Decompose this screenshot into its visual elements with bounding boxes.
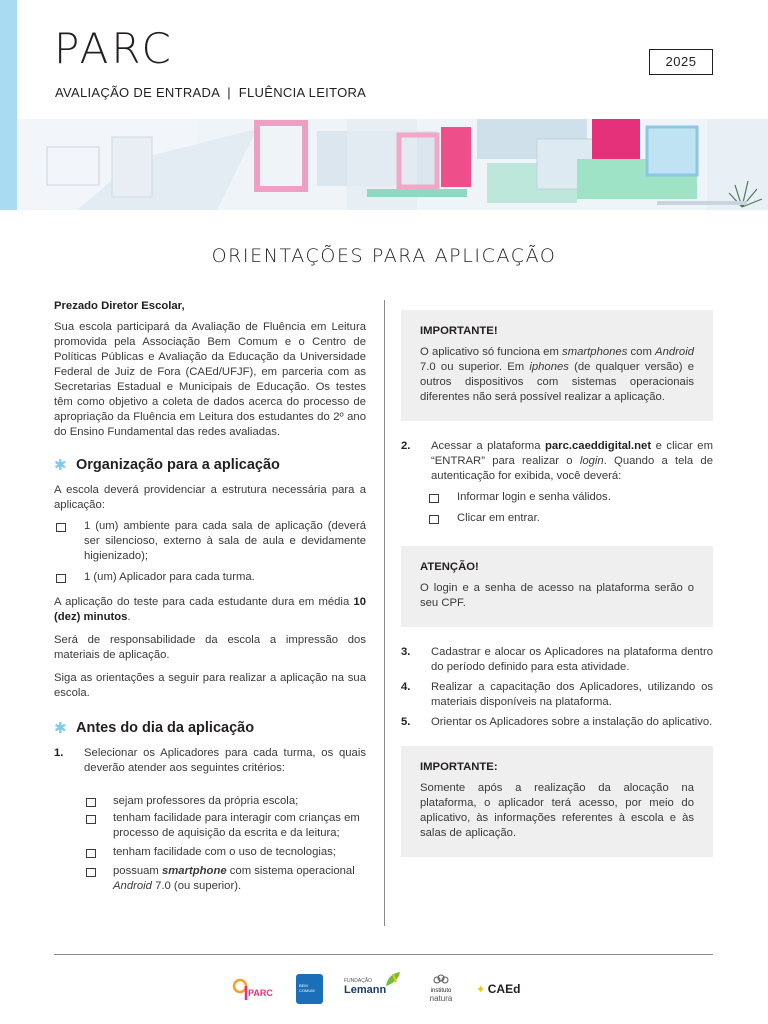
print-paragraph: Será de responsabilidade da escola a impressão dos materiais de aplicação. (54, 634, 366, 661)
left-column (54, 299, 366, 898)
duration-paragraph (54, 595, 366, 625)
caed-star-icon: ✦ (476, 984, 486, 996)
lemann-logo-small: FUNDAÇÃO (344, 978, 373, 984)
list-item-text: tenham facilidade para interagir com crianças em processo de aquisição da escrita e da leitura; (113, 812, 360, 839)
list-item (84, 864, 366, 894)
checkbox-icon (56, 574, 66, 583)
section-heading-label: Antes do dia da aplicação (76, 720, 255, 736)
bem-comum-logo (296, 974, 323, 1004)
asterisk-icon: ✱ (54, 457, 67, 474)
parc-logo-text: PARC (248, 988, 273, 998)
step-number: 4. (401, 681, 411, 693)
list-item-text: Clicar em entrar. (457, 512, 540, 524)
step-text: Orientar os Aplicadores sobre a instalação do aplicativo. (431, 716, 713, 728)
list-item-text: tenham facilidade com o uso de tecnologias; (113, 846, 336, 858)
step-item (401, 715, 713, 730)
list-item (427, 511, 713, 526)
list-item (427, 490, 713, 505)
lemann-logo (344, 978, 386, 996)
note-box-importante (401, 310, 713, 421)
checkbox-icon (86, 798, 96, 807)
duration-text: A aplicação do teste para cada estudante dura em média (54, 596, 354, 608)
note-title: IMPORTANTE: (420, 761, 498, 773)
list-item-text: 1 (um) ambiente para cada sala de aplicação (deverá ser silencioso, externo à sala de aula e devidamente higienizado); (84, 520, 366, 562)
natura-logo-small: instituto (430, 988, 452, 994)
step-number: 2. (401, 440, 411, 452)
parc-logo (232, 976, 276, 1006)
step-number: 5. (401, 716, 411, 728)
step-text: Cadastrar e alocar os Aplicadores na plataforma dentro do período definido para esta atividade. (431, 646, 713, 673)
step-item (54, 746, 366, 776)
checkbox-icon (429, 494, 439, 503)
natura-logo-text: natura (429, 994, 453, 1003)
page-title: ORIENTAÇÕES PARA APLICAÇÃO (211, 245, 557, 267)
natura-flower-icon (431, 974, 451, 986)
list-item (84, 811, 366, 841)
note-box-atencao (401, 546, 713, 627)
list-item (84, 845, 366, 860)
header-illustration (17, 119, 768, 210)
text-fragment: e clicar em “ENTRAR” para realizar o (431, 440, 713, 467)
section-heading-organizacao (54, 458, 366, 473)
asterisk-icon: ✱ (54, 720, 67, 737)
text-fragment: (de qualquer versão) e outros dispositivos com sistemas operacionais diferentes não será possível realizar a aplicação. (420, 361, 694, 403)
text-emphasis: Android (113, 880, 152, 892)
section-heading-antes (54, 721, 366, 736)
brand-title: PARC (54, 24, 174, 73)
header-subtitle: AVALIAÇÃO DE ENTRADA | FLUÊNCIA LEITORA (55, 85, 367, 100)
bem-comum-logo-text: BEM COMUM (299, 983, 315, 993)
text-fragment: com (627, 346, 656, 358)
text-fragment: com sistema operacional (226, 865, 355, 877)
text-emphasis: smartphones (562, 346, 628, 358)
intro-paragraph: Sua escola participará da Avaliação de Fluência em Leitura promovida pela Associação Bem Comum e o Centro de Políticas Públicas e Avaliação da Educação da Universidade Federal de Juiz de Fora (CAEd/UFJF), em parceria com as Secretarias Estadual e Municipais de Educação. Os testes têm como objetivo a coleta de dados acerca do processo de apropriação da Fluência em Leitura dos estudantes do 2º ano do Ensino Fundamental das redes avaliadas. (54, 321, 366, 438)
note-text (420, 345, 694, 405)
list-item-text: sejam professores da própria escola; (113, 795, 299, 807)
list-item (84, 794, 366, 809)
list-item-text: 1 (um) Aplicador para cada turma. (84, 571, 255, 583)
step-text: Selecionar os Aplicadores para cada turma, os quais deverão atender aos seguintes critérios: (84, 747, 366, 774)
follow-paragraph: Siga as orientações a seguir para realizar a aplicação na sua escola. (54, 672, 366, 699)
note-title: IMPORTANTE! (420, 325, 498, 337)
note-text: Somente após a realização da alocação na plataforma, o aplicador terá acesso, por meio do aplicativo, às informações referentes à escola e às salas de aplicação. (420, 782, 694, 839)
steps-list (401, 645, 713, 730)
step-item (401, 645, 713, 675)
caed-logo (476, 982, 520, 996)
text-emphasis: iphones (529, 361, 569, 373)
caed-logo-text: CAEd (487, 982, 521, 996)
step-number: 1. (54, 747, 64, 759)
year-badge: 2025 (649, 49, 713, 75)
natura-logo (425, 974, 457, 1003)
step2-sublist (427, 490, 713, 526)
lemann-leaf-icon (384, 970, 402, 988)
text-fragment: 7.0 (ou superior). (151, 880, 242, 892)
text-emphasis: login (579, 455, 604, 467)
step-number: 3. (401, 646, 411, 658)
duration-end: . (127, 611, 131, 623)
section1-intro: A escola deverá providenciar a estrutura necessária para a aplicação: (54, 484, 366, 511)
checkbox-icon (429, 515, 439, 524)
text-fragment: Acessar a plataforma (431, 440, 545, 452)
text-fragment: O aplicativo só funciona em (420, 346, 563, 358)
lemann-logo-text: Lemann (344, 984, 387, 996)
criteria-list (84, 794, 366, 894)
note-text: O login e a senha de acesso na plataforma serão o seu CPF. (420, 582, 694, 609)
footer-logos (230, 972, 540, 1008)
step-item (401, 439, 713, 484)
column-divider (384, 300, 385, 926)
platform-link[interactable]: parc.caeddigital.net (545, 440, 652, 452)
list-item-text: Informar login e senha válidos. (457, 491, 611, 503)
text-emphasis: smartphone (161, 865, 227, 877)
list-item (54, 570, 366, 585)
note-box-importante-2 (401, 746, 713, 857)
list-item (54, 519, 366, 564)
footer-divider (54, 954, 713, 955)
right-column (401, 310, 713, 857)
text-fragment: possuam (113, 865, 162, 877)
duration-value: 10 (dez) minutos (54, 596, 366, 623)
checkbox-icon (56, 523, 66, 532)
checkbox-icon (86, 849, 96, 858)
step-item (401, 680, 713, 710)
list-item-text (113, 864, 366, 894)
note-title: ATENÇÃO! (420, 561, 479, 573)
section-heading-label: Organização para a aplicação (76, 457, 280, 473)
text-fragment: . Quando a tela de autenticação for exibida, você deverá: (431, 455, 713, 482)
greeting: Prezado Diretor Escolar, (54, 300, 185, 312)
step-text (431, 439, 713, 484)
text-fragment: 7.0 ou superior. Em (420, 361, 530, 373)
header-accent-bar (0, 0, 17, 210)
step-text: Realizar a capacitação dos Aplicadores, utilizando os materiais disponíveis na plataforma. (431, 681, 713, 708)
checkbox-icon (86, 868, 96, 877)
checkbox-icon (86, 815, 96, 824)
text-emphasis: Android (655, 346, 694, 358)
